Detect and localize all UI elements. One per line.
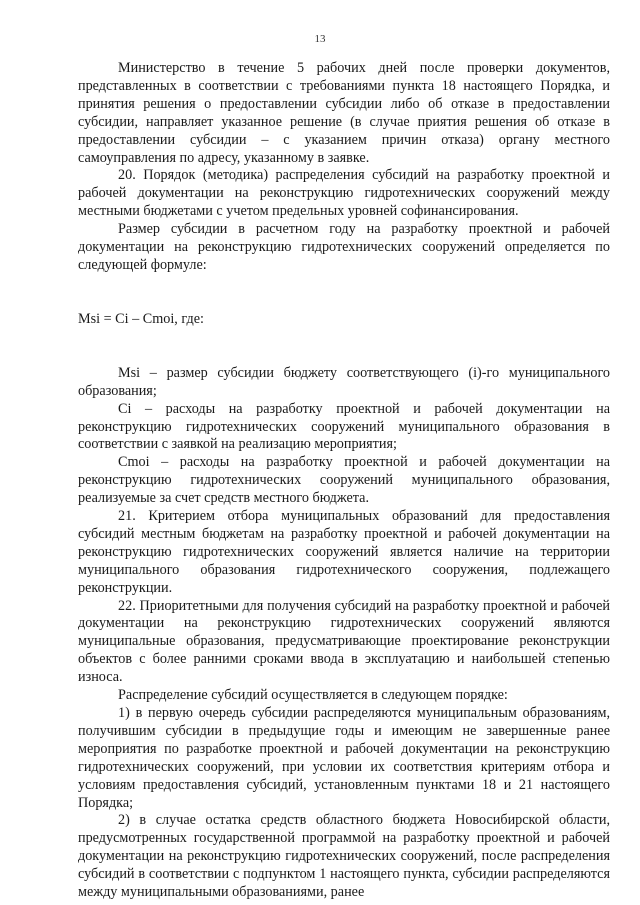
paragraph-21-criterion: 21. Критерием отбора муниципальных образований для предоставления субсидий местным бюджетам на разработку проектной и рабочей документации на реконструкцию гидротехнических сооружений является наличие на территории муниципального образования гидротехнического сооружения, подлежащего реконструкции. bbox=[78, 508, 610, 596]
paragraph-22-priority: 22. Приоритетными для получения субсидий на разработку проектной и рабочей документации на реконструкцию гидротехнических сооружений являются муниципальные образования, предусматривающие проектирование реконструкции объектов с более ранними сроками ввода в эксплуатацию и наибольшей степенью износа. bbox=[78, 597, 610, 686]
paragraph-order-item-2: 2) в случае остатка средств областного бюджета Новосибирской области, предусмотренных государственной программой на разработку проектной и рабочей документации на реконструкцию гидротехнических сооружений, после распределения субсидий в соответствии с подпунктом 1 настоящего пункта, субсидии распределяются между муниципальными образованиями, ранее bbox=[78, 812, 610, 901]
paragraph-distribution-order: Распределение субсидий осуществляется в следующем порядке: bbox=[118, 687, 508, 704]
paragraph-formula-intro: Размер субсидии в расчетном году на разработку проектной и рабочей документации на реконструкцию гидротехнических сооружений определяется по следующей формуле: bbox=[78, 221, 610, 273]
paragraph-20-method: 20. Порядок (методика) распределения субсидий на разработку проектной и рабочей документации на реконструкцию гидротехнических сооружений между местными бюджетами с учетом предельных уровней софинансирования. bbox=[78, 167, 610, 220]
paragraph-ministry-decision: Министерство в течение 5 рабочих дней после проверки документов, представленных в соответствии с требованиями пункта 18 настоящего Порядка, и принятия решения о предоставлении субсидии либо об отказе в предоставлении субсидии, направляет указанное решение (в случае приятия решения об отказе в предоставлении субсидии – с указанием причин отказа) органу местного самоуправления по адресу, указанному в заявке. bbox=[78, 60, 610, 166]
document-body bbox=[78, 60, 610, 902]
page-number: 13 bbox=[314, 33, 326, 45]
definition-ci: Ci – расходы на разработку проектной и рабочей документации на реконструкцию гидротехнических сооружений муниципального образования в соответствии с заявкой на реализацию мероприятия; bbox=[78, 400, 610, 453]
paragraph-order-item-1: 1) в первую очередь субсидии распределяются муниципальным образованиям, получившим субсидии в предыдущие годы и имеющим не завершенные ранее мероприятия по разработке проектной и рабочей документации на реконструкцию гидротехнических сооружений, при условии их соответствия критериям отбора и условиям предоставления субсидий, установленным пунктами 18 и 21 настоящего Порядка; bbox=[78, 705, 610, 811]
definition-cmoi: Cmoi – расходы на разработку проектной и рабочей документации на реконструкцию гидротехнических сооружений муниципального образования, реализуемые за счет средств местного бюджета. bbox=[78, 454, 610, 507]
formula: Msi = Ci – Cmoi, где: bbox=[78, 310, 204, 327]
definition-msi: Msi – размер субсидии бюджету соответствующего (i)-го муниципального образования; bbox=[78, 364, 610, 399]
